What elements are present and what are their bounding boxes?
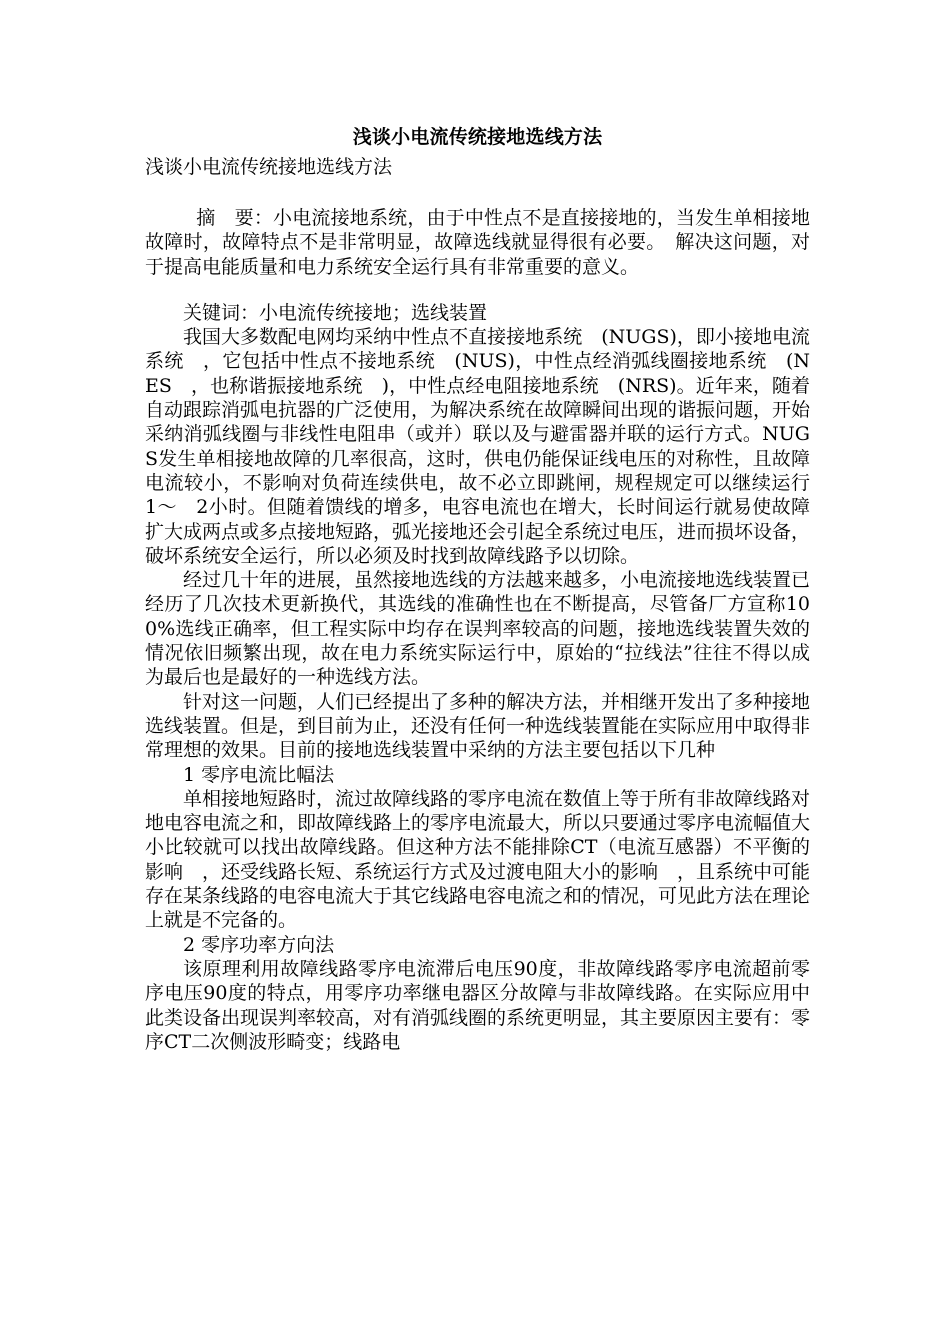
body-paragraph-methods-intro: 针对这一问题，人们已经提出了多种的解决方法，并相继开发出了多种接地选线装置。但是，到目前为止，还没有任何一种选线装置能在实际应用中取得非常理想的效果。目前的接地选线装置中采纳的方法主要包括以下几种 [145, 690, 811, 762]
keywords-line: 关键词：小电流传统接地；选线装置 [183, 301, 488, 324]
document-subtitle: 浅谈小电流传统接地选线方法 [145, 156, 393, 178]
document-title: 浅谈小电流传统接地选线方法 [352, 126, 603, 148]
body-paragraph-intro: 我国大多数配电网均采纳中性点不直接接地系统 (NUGS)，即小接地电流系统 ，它包括中性点不接地系统 (NUS)，中性点经消弧线圈接地系统 (NES ，也称谐振接地系统 )，中性点经电阻接地系统 (NRS)。近年来，随着自动跟踪消弧电抗器的广泛使用，为解决系统在故障瞬间出现的谐振问题，开始采纳消弧线圈与非线性电阻串（或并）联以及与避雷器并联的运行方式。NUGS发生单相接地故障的几率很高，这时，供电仍能保证线电压的对称性，且故障电流较小，不影响对负荷连续供电，故不必立即跳闸，规程规定可以继续运行 1～ 2小时。但随着馈线的增多，电容电流也在增大，长时间运行就易使故障扩大成两点或多点接地短路，弧光接地还会引起全系统过电压，进而损坏设备，破坏系统安全运行，所以必须及时找到故障线路予以切除。 [145, 326, 830, 567]
section-heading-zero-sequence-power: 2 零序功率方向法 [183, 933, 335, 956]
body-paragraph-zero-sequence-power: 该原理利用故障线路零序电流滞后电压90度，非故障线路零序电流超前零序电压90度的特点，用零序功率继电器区分故障与非故障线路。在实际应用中此类设备出现误判率较高，对有消弧线圈的系统更明显，其主要原因主要有：零序CT二次侧波形畸变；线路电 [145, 957, 811, 1053]
body-paragraph-development: 经过几十年的进展，虽然接地选线的方法越来越多，小电流接地选线装置已经历了几次技术更新换代，其选线的准确性也在不断提高，尽管备厂方宣称100%选线正确率，但工程实际中均存在误判率较高的问题，接地选线装置失效的情况依旧频繁出现，故在电力系统实际运行中，原始的“拉线法”往往不得以成为最后也是最好的一种选线方法。 [145, 569, 811, 689]
abstract-paragraph: 摘 要：小电流接地系统，由于中性点不是直接接地的，当发生单相接地故障时，故障特点不是非常明显，故障选线就显得很有必要。 解决这问题，对于提高电能质量和电力系统安全运行具有非常重要的意义。 [145, 207, 810, 278]
document-page [145, 122, 830, 1054]
section-heading-zero-sequence-current: 1 零序电流比幅法 [183, 763, 335, 786]
body-paragraph-zero-sequence-current: 单相接地短路时，流过故障线路的零序电流在数值上等于所有非故障线路对地电容电流之和，即故障线路上的零序电流最大，所以只要通过零序电流幅值大小比较就可以找出故障线路。但这种方法不能排除CT（电流互感器）不平衡的影响 ，还受线路长短、系统运行方式及过渡电阻大小的影响 ，且系统中可能存在某条线路的电容电流大于其它线路电容电流之和的情况，可见此方法在理论上就是不完备的。 [145, 787, 811, 932]
